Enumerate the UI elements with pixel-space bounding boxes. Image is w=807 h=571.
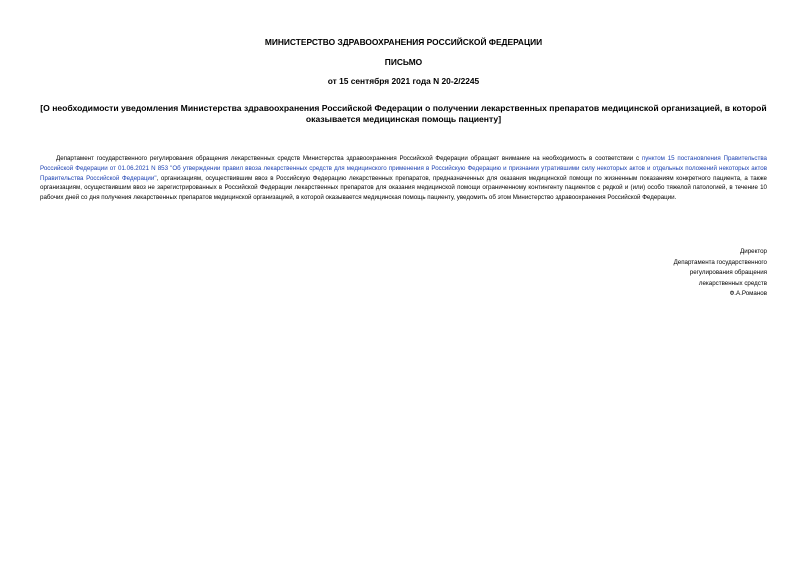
body-text-intro: Департамент государственного регулирования обращения лекарственных средств Министерства здравоохранения Российской Федерации обращает внимание на необходимость в соответствии с	[56, 155, 642, 162]
signature-department-cont: регулирования обращения	[689, 269, 767, 277]
subject-heading: [О необходимости уведомления Министерства здравоохранения Российской Федерации о получении лекарственных препаратов медицинской организацией, в которой оказывается медицинская помощь пациенту]	[40, 103, 767, 124]
signature-position: Директор	[740, 248, 767, 255]
signature-block	[567, 247, 767, 300]
signature-department: Департамента государственного	[673, 258, 767, 266]
signature-name: Ф.А.Романов	[729, 290, 767, 298]
decree-link[interactable]: пунктом 15 постановления Правительства Российской Федерации от 01.06.2021 N 853 "Об утверждении правил ввоза лекарственных средств для медицинского применения в Российскую Федерацию и признании утратившими силу некоторых актов и отдельных положений некоторых актов Правительства Российской Федерации"	[40, 155, 768, 182]
letter-body	[40, 154, 767, 203]
ministry-heading: МИНИСТЕРСТВО ЗДРАВООХРАНЕНИЯ РОССИЙСКОЙ ФЕДЕРАЦИИ	[264, 37, 543, 47]
signature-department-end: лекарственных средств	[698, 279, 767, 287]
date-number-heading: от 15 сентября 2021 года N 20-2/2245	[327, 76, 480, 86]
document-type-heading: ПИСЬМО	[384, 57, 423, 67]
body-text-main: , организациям, осуществившим ввоз в Российскую Федерацию лекарственных препаратов, предназначенных для оказания медицинской помощи по жизненным показаниям конкретного пациента, а также организациям, осуществившим ввоз не зарегистрированных в Российской Федерации лекарственных препаратов для оказания медицинской помощи ограниченному контингенту пациентов с редкой и (или) особо тяжелой патологией, в течение 10 рабочих дней со дня получения лекарственных препаратов медицинской организацией, в которой оказывается медицинская помощь пациенту, уведомить об этом Министерство здравоохранения Российской Федерации.	[40, 174, 767, 202]
